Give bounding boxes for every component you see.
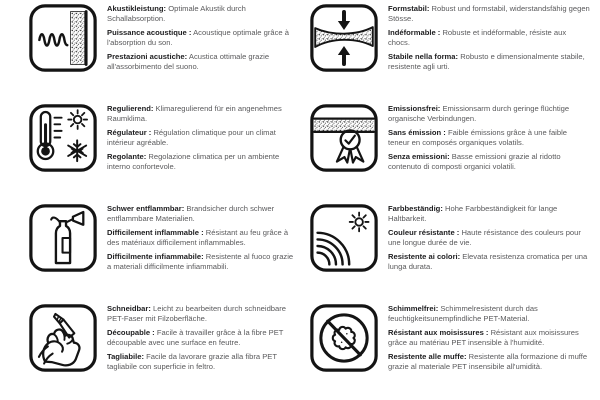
feature-cell-acoustic: [0, 0, 300, 100]
feature-cell-mold-resistant: [300, 300, 600, 400]
feature-text-cuttable: [107, 304, 299, 376]
feature-paragraph-it: Prestazioni acustiche: Acustica ottimale grazie all'assorbimento del suono.: [107, 51, 270, 71]
feature-text-acoustic: [107, 4, 299, 76]
feature-cell-climate-regulation: [0, 100, 300, 200]
feature-paragraph-fr: Sans émission : Faible émissions grâce à une faible teneur en composés organiques volatils.: [388, 127, 567, 147]
feature-paragraph-it: Resistente alle muffe: Resistente alla formazione di muffe grazie al materiale PET insensibile all'umidità.: [388, 351, 588, 371]
feature-paragraph-it: Regolante: Regolazione climatica per un ambiente interno confortevole.: [107, 151, 280, 171]
feature-paragraph-de: Akustikleistung: Optimale Akustik durch Schallabsorption.: [107, 4, 246, 23]
sound-absorption-icon: [29, 4, 97, 72]
feature-paragraph-de: Formstabil: Robust und formstabil, widerstandsfähig gegen Stösse.: [388, 4, 590, 23]
feature-paragraph-fr: Puissance acoustique : Acoustique optimale grâce à l'absorption du son.: [107, 27, 289, 47]
feature-paragraph-de: Farbbeständig: Hohe Farbbeständigkeit für lange Haltbarkeit.: [388, 204, 558, 223]
feature-paragraph-it: Stabile nella forma: Robusto e dimensionalmente stabile, resistente agli urti.: [388, 51, 585, 71]
feature-text-mold-resistant: [388, 304, 590, 376]
feature-text-flame-retardant: [107, 204, 299, 276]
feature-paragraph-it: Resistente ai colori: Elevata resistenza cromatica per una lunga durata.: [388, 251, 588, 271]
feature-paragraph-de: Schimmelfrei: Schimmelresistent durch das feuchtigkeitsunempfindliche PET-Material.: [388, 304, 538, 323]
cuttable-icon: [29, 304, 97, 372]
feature-paragraph-fr: Indéformable : Robuste et indéformable, résiste aux chocs.: [388, 27, 567, 47]
feature-paragraph-fr: Résistant aux moisissures : Résistant aux moisissures grâce au matériau PET insensible à l'humidité.: [388, 327, 579, 347]
feature-paragraph-de: Regulierend: Klimaregulierend für ein angenehmes Raumklima.: [107, 104, 282, 123]
feature-paragraph-it: Senza emissioni: Basse emissioni grazie al ridotto contenuto di composti organici volatili.: [388, 151, 561, 171]
feature-paragraph-de: Schneidbar: Leicht zu bearbeiten durch schneidbare PET-Faser mit Filzoberfläche.: [107, 304, 286, 323]
emission-free-icon: [310, 104, 378, 172]
feature-text-shape-stability: [388, 4, 590, 76]
feature-cell-emission-free: [300, 100, 600, 200]
feature-paragraph-it: Difficilmente infiammabile: Resistente al fuoco grazie a materiali difficilmente infiammabili.: [107, 251, 294, 271]
feature-paragraph-fr: Couleur résistante : Haute résistance des couleurs pour une longue durée de vie.: [388, 227, 581, 247]
shape-stability-icon: [310, 4, 378, 72]
climate-regulation-icon: [29, 104, 97, 172]
feature-paragraph-fr: Difficilement inflammable : Résistant au feu grâce à des matériaux difficilement inflammables.: [107, 227, 289, 247]
feature-paragraph-de: Schwer entflammbar: Brandsicher durch schwer entflammbare Materialien.: [107, 204, 275, 223]
colorfast-icon: [310, 204, 378, 272]
feature-cell-flame-retardant: [0, 200, 300, 300]
feature-cell-shape-stability: [300, 0, 600, 100]
mold-resistant-icon: [310, 304, 378, 372]
feature-paragraph-de: Emissionsfrei: Emissionsarm durch geringe flüchtige organische Verbindungen.: [388, 104, 570, 123]
feature-text-emission-free: [388, 104, 590, 176]
feature-paragraph-it: Tagliabile: Facile da lavorare grazie alla fibra PET tagliabile con superficie in feltro.: [107, 351, 277, 371]
feature-cell-cuttable: [0, 300, 300, 400]
feature-paragraph-fr: Régulateur : Régulation climatique pour un climat intérieur agréable.: [107, 127, 276, 147]
feature-text-climate-regulation: [107, 104, 299, 176]
feature-paragraph-fr: Découpable : Facile à travailler grâce à la fibre PET découpable avec une surface en feutre.: [107, 327, 284, 347]
feature-cell-colorfast: [300, 200, 600, 300]
flame-retardant-icon: [29, 204, 97, 272]
feature-text-colorfast: [388, 204, 590, 276]
